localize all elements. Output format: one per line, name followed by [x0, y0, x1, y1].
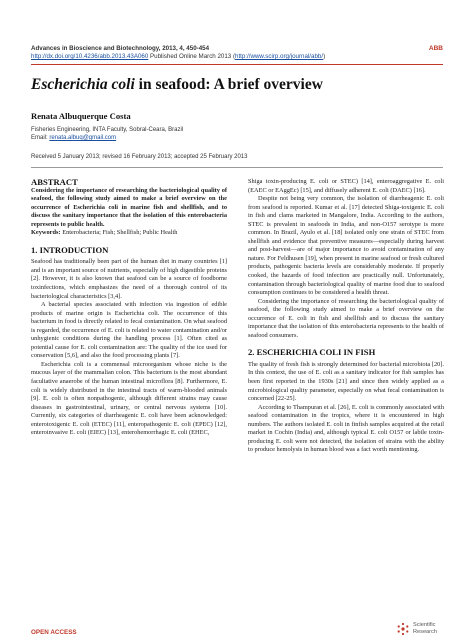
title-organism: Escherichia coli	[31, 76, 135, 93]
open-access-label: OPEN ACCESS	[31, 629, 77, 636]
journal-site-link[interactable]: http://www.scirp.org/journal/abb/	[235, 53, 324, 60]
journal-header	[31, 45, 443, 52]
doi-close: )	[323, 53, 326, 60]
keywords	[31, 229, 227, 238]
email-link[interactable]: renata.albuq@gmail.com	[49, 135, 117, 141]
doi-link[interactable]: http://dx.doi.org/10.4236/abb.2013.43A060	[31, 53, 149, 60]
dates-divider	[31, 167, 443, 168]
intro-paragraph-3: Escherichia coli is a commensal microorganism whose niche is the mucous layer of the mammalian colon. This bacterium is the most abundant facultative anaerobe of the human intestinal microflora [8]. Furthermore, E. coli is widely distributed in the intestinal tracts of warm-blooded animals [9]. E. coli is often nonpathogenic, although different strains may cause diseases in gastrointestinal, urinary, or central nervous systems [10]. Currently, six categories of diarrheagenic E. coli have been acknowledged: enterotoxigenic E. coli (ETEC) [11], enteropathogenic E. coli (EPEC) [12], enteroinvasive E. coli (EIEC) [13], enterohemorrhagic E. coli (EHEC,	[31, 360, 227, 437]
intro-paragraph-4: Despite not being very common, the isolation of diarrheagenic E. coli from seafood is reported. Kumar et al. [17] detected Shiga-toxigenic E. coli in fish and clams marketed in Mangalore, India. According to the authors, STEC is prevalent in seafoods in India, and non-O157 serotype is more common. In Brazil, Ayulo et al. [18] isolated only one strain of STEC from shellfish and evidence that preventive measures—especially during harvest and post-harvest—are of major importance to avoid contamination of any nature. For Feldhusen [19], when present in marine seafood or fresh cultured products, pathogenic bacteria levels are considerably moderate. If properly cooked, the hazards of food infection are practically null. Unfortunately, contamination through bacteriological quality of marine food due to seafood consumption continues to be considered a health threat.	[248, 195, 444, 297]
email-label: Email:	[31, 135, 50, 141]
right-column	[248, 178, 444, 455]
author-affiliation-block	[31, 126, 183, 142]
abstract-body: Considering the importance of researching the bacteriological quality of seafood, the following study aimed to make a brief overview on the occurrence of Escherichia coli in marine fish and shellfish, and to discuss the sanitary importance that the isolation of this enterobacteria represents to public health.	[31, 186, 227, 228]
fish-paragraph-1: The quality of fresh fish is strongly determined for bacterial microbiota [20]. In this context, the use of E. coli as a sanitary indicator for fish samples has been first reported in the 1930s [21] and since then widely applied as a microbiological quality parameter, especially on what fecal contamination is concerned [22-25].	[248, 360, 444, 403]
abstract-heading: ABSTRACT	[31, 177, 78, 187]
publisher-line-1: Scientific	[413, 622, 436, 628]
section-1-heading: 1. INTRODUCTION	[31, 244, 109, 255]
publisher-name	[413, 622, 437, 635]
intro-paragraph-1: Seafood has traditionally been part of the human diet in many countries [1] and is an important source of nutrients, especially of high digestible proteins [2]. However, it is also known that seafood can be a source of foodborne toxinfections, which emphasizes the need of a thorough control of its bacteriological characteristics [3,4].	[31, 258, 227, 300]
publisher-logo	[395, 620, 449, 640]
section-2-heading: 2. ESCHERICHIA COLI IN FISH	[248, 347, 376, 358]
affiliation: Fisheries Engineering, INTA Faculty, Sobral-Ceara, Brazil	[31, 127, 184, 133]
doi-line	[31, 53, 443, 60]
received-dates: Received 5 January 2013; revised 16 February 2013; accepted 25 February 2013	[31, 154, 248, 160]
doi-published: Published Online March 2013 (	[148, 53, 236, 60]
scientific-research-logo-icon	[395, 621, 411, 637]
intro-paragraph-2: A bacterial species associated with infection via ingestion of edible products of marine origin is Escherichia coli. The occurrence of this bacterium in food is directly related to fecal contamination. On what seafood is regarded, the occurrence of E. coli is related to water contamination and/or unhygienic conditions during the handling process [1]. Often cited as potential cause for E. coli contamination are: The quality of the ice used for conservation [5,6], and also the food processing plants [7].	[31, 301, 227, 360]
keywords-text: Enterobacteria; Fish; Shellfish; Public Health	[60, 229, 178, 237]
journal-citation: Advances in Bioscience and Biotechnology, 2013, 4, 450-454	[31, 45, 210, 52]
journal-abbreviation: ABB	[428, 45, 443, 52]
header-divider	[31, 64, 443, 65]
left-column	[31, 178, 227, 438]
keywords-label: Keywords:	[31, 229, 61, 237]
intro-paragraph-5: Considering the importance of researching the bacteriological quality of seafood, the following study aimed to make a brief overview on the occurrence of E. coli in fish and shellfish and to discuss the sanitary importance that the isolation of this enterobacteria represents to the health of seafood consumers.	[248, 297, 444, 339]
title-rest: in seafood: A brief overview	[134, 76, 323, 93]
paper-title	[31, 76, 323, 94]
email-line	[31, 134, 183, 142]
fish-paragraph-2: According to Thampuran et al. [26], E. coli is commonly associated with seafood contamination in the tropics, where it is encountered in high numbers. The authors isolated E. coli in finfish samples acquired at the retail market in Cochin (India) and, although typical E. coli O157 or labile toxin-producing E. coli were not detected, the isolation of strains with the ability to produce hemolysis in human blood was a fact worth mentioning.	[248, 403, 444, 454]
publisher-line-2: Research	[413, 628, 437, 635]
intro-continued-paragraph: Shiga toxin-producing E. coli or STEC) [14], enteroaggregative E. coli (EAEC or EAggEc) [15], and diffusely adherent E. coli (DAEC) [16].	[248, 178, 444, 194]
author-name: Renata Albuquerque Costa	[31, 111, 131, 121]
